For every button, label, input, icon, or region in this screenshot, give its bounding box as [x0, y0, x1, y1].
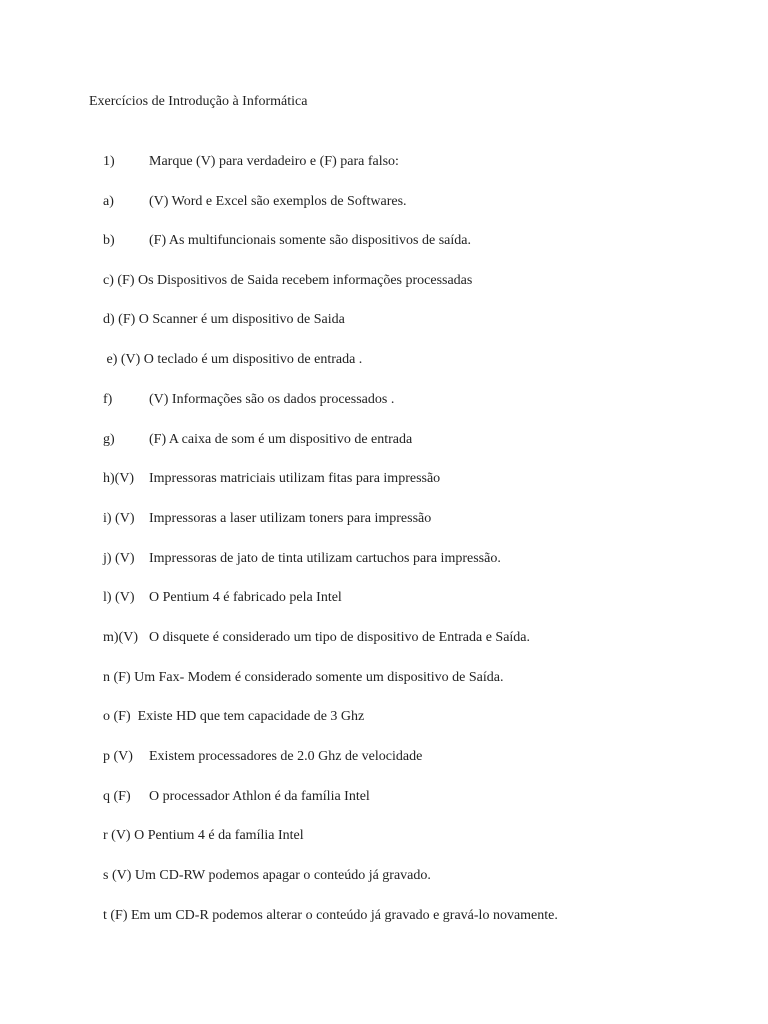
item-text: s (V) Um CD-RW podemos apagar o conteúdo já gravado.	[103, 868, 431, 883]
item-text: (F) A caixa de som é um dispositivo de entrada	[149, 432, 413, 447]
item-label: l) (V)	[103, 590, 135, 605]
item-text: Impressoras de jato de tinta utilizam cartuchos para impressão.	[149, 551, 501, 566]
question-1	[89, 132, 399, 169]
item-label: j) (V)	[103, 551, 135, 566]
item-text: (V) Word e Excel são exemplos de Softwares.	[149, 194, 407, 209]
question-text: Marque (V) para verdadeiro e (F) para falso:	[149, 154, 399, 169]
item-text: o (F) Existe HD que tem capacidade de 3 Ghz	[103, 709, 365, 724]
item-text: (V) Informações são os dados processados .	[149, 392, 395, 407]
item-text: d) (F) O Scanner é um dispositivo de Saida	[103, 312, 345, 327]
item-label: a)	[103, 194, 114, 209]
item-label: m)(V)	[103, 630, 138, 645]
list-item-s	[89, 846, 431, 883]
list-item-l	[89, 568, 342, 605]
list-item-g	[89, 410, 413, 447]
item-text: Existem processadores de 2.0 Ghz de velocidade	[149, 749, 423, 764]
item-label: p (V)	[103, 749, 133, 764]
item-text: O processador Athlon é da família Intel	[149, 789, 370, 804]
list-item-b	[89, 211, 471, 248]
document-title: Exercícios de Introdução à Informática	[89, 94, 308, 109]
list-item-p	[89, 727, 423, 764]
item-text: r (V) O Pentium 4 é da família Intel	[103, 828, 304, 843]
list-item-d	[89, 290, 345, 327]
item-label: g)	[103, 432, 115, 447]
item-label: i) (V)	[103, 511, 135, 526]
item-label: b)	[103, 233, 115, 248]
item-label: q (F)	[103, 789, 131, 804]
item-label: h)(V)	[103, 471, 135, 486]
list-item-j	[89, 529, 501, 566]
item-label: f)	[103, 392, 113, 407]
list-item-o	[89, 687, 365, 724]
item-text: n (F) Um Fax- Modem é considerado somente um dispositivo de Saída.	[103, 670, 504, 685]
list-item-e	[89, 330, 363, 367]
item-text: O disquete é considerado um tipo de dispositivo de Entrada e Saída.	[149, 630, 531, 645]
list-item-h	[89, 449, 441, 486]
item-text: O Pentium 4 é fabricado pela Intel	[149, 590, 342, 605]
list-item-t	[89, 886, 558, 923]
list-item-m	[89, 608, 531, 645]
list-item-c	[89, 251, 473, 288]
item-text: (F) As multifuncionais somente são dispositivos de saída.	[149, 233, 471, 248]
list-item-q	[89, 767, 370, 804]
list-item-i	[89, 489, 432, 526]
item-text: Impressoras matriciais utilizam fitas para impressão	[149, 471, 441, 486]
item-text: t (F) Em um CD-R podemos alterar o conteúdo já gravado e gravá-lo novamente.	[103, 908, 558, 923]
list-item-r	[89, 806, 304, 843]
list-item-a	[89, 172, 407, 209]
item-text: c) (F) Os Dispositivos de Saida recebem informações processadas	[103, 273, 473, 288]
list-item-f	[89, 370, 395, 407]
question-number: 1)	[103, 154, 115, 169]
item-text: Impressoras a laser utilizam toners para impressão	[149, 511, 432, 526]
list-item-n	[89, 648, 504, 685]
item-text: e) (V) O teclado é um dispositivo de entrada .	[103, 352, 363, 367]
